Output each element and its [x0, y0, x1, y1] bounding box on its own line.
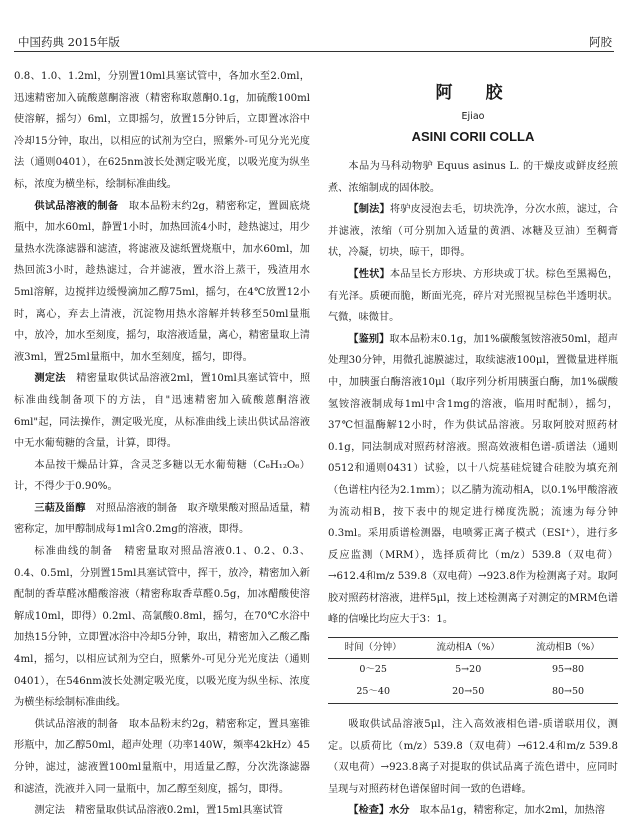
- section-label: 【鉴别】: [348, 332, 390, 345]
- right-paragraph: 本品为马科动物驴 Equus asinus L. 的干燥皮或鲜皮经煎煮、浓缩制成的固体胶。: [328, 161, 618, 194]
- subsection-label: 水分: [389, 804, 410, 817]
- monograph-title-chinese: 阿 胶: [435, 83, 511, 103]
- monograph-title-pinyin: Ejiao: [461, 111, 485, 122]
- section-label: 供试品溶液的制备: [34, 199, 119, 212]
- section-text: 将驴皮浸泡去毛，切块洗净，分次水煎，滤过，合并滤液，浓缩（可分别加入适量的黄酒、冰糖及豆油）至稠膏状，冷凝，切块，晾干，即得。: [328, 204, 619, 259]
- book-title: 中国药典 2015年版: [18, 35, 120, 49]
- section-text: 取本品粉末约2g，精密称定，置具塞锥形瓶中，加乙醇50ml，超声处理（功率140W，频率42kHz）45分钟，滤过，滤液置100ml量瓶中，用适量乙醇，分次洗涤滤器和滤渣，洗液并入同一量瓶中，加乙醇至刻度，摇匀，即得。: [14, 718, 310, 795]
- section-label: 测定法: [34, 372, 66, 385]
- section-text: 对照品溶液的制备 取齐墩果酸对照品适量，精密称定，加甲醇制成每1ml含0.2mg的溶液，即得。: [14, 502, 311, 536]
- section-label: 标准曲线的制备: [34, 546, 114, 558]
- table-row: [328, 659, 618, 682]
- table-header-cell: 流动相A（%）: [418, 638, 518, 659]
- section-text: 取本品粉末约2g，精密称定，置圆底烧瓶中，加水60ml，静置1小时，加热回流4小时，趁热滤过，用少量热水洗涤滤器和滤渣，将滤液及滤纸置烧瓶中，加水60ml，加热回流3小时，趁热滤过，合并滤液，置水浴上蒸干，残渣用水5ml溶解，边搅拌边缓慢滴加乙醇75ml，摇匀，在4℃放置12小时，离心，弃去上清液，沉淀物用热水溶解并转移至50ml量瓶中，放冷，加水至刻度，摇匀，取溶液适量，离心，精密量取上清液3ml，置25ml量瓶中，加水至刻度，摇匀，即得。: [14, 200, 310, 363]
- right-paragraph: 吸取供试品溶液5μl，注入高效液相色谱-质谱联用仪，测定。以质荷比（m/z）539.8（双电荷）→612.4和m/z 539.8（双电荷）→923.8离子对提取的供试品离子流色谱中，应同时呈现与对照药材色谱保留时间一致的色谱峰。: [328, 719, 618, 795]
- section-text: 精密量取对照品溶液0.1、0.2、0.3、0.4、0.5ml，分别置15ml具塞试管中，挥干，放冷，精密加入新配制的香草醛冰醋酸溶液（精密称取香草醛0.5g，加冰醋酸使溶解成10ml，即得）0.2ml、高氯酸0.8ml，摇匀，在70℃水浴中加热15分钟，立即置冰浴中冷却5分钟，取出，精密加入乙酸乙酯4ml，摇匀，以相应试剂为空白，照紫外-可见分光光度法（通则0401），在546nm波长处测定吸光度，以吸光度为纵坐标、浓度为横坐标绘制标准曲线。: [14, 546, 311, 709]
- left-paragraph: [14, 498, 310, 541]
- section-label: 供试品溶液的制备: [34, 718, 119, 730]
- right-paragraph: [328, 264, 618, 329]
- left-paragraph: [14, 541, 310, 714]
- table-row: [328, 681, 618, 704]
- section-label: 【制法】: [348, 203, 390, 216]
- section-text: 精密量取供试品溶液2ml，置10ml具塞试管中，照标准曲线制备项下的方法，自"迅速精密加入硫酸蒽酮溶液6ml"起，同法操作，测定吸光度，从标准曲线上读出供试品溶液中无水葡萄糖的含量，计算，即得。: [14, 373, 311, 450]
- table-header-cell: 时间（分钟）: [328, 638, 418, 659]
- section-label: 【检查】: [348, 804, 390, 817]
- table-cell: 5→20: [455, 664, 482, 676]
- section-label: 测定法: [34, 805, 65, 817]
- left-paragraph: 本品按干燥品计算，含灵芝多糖以无水葡萄糖（C₆H₁₂O₆）计，不得少于0.90%。: [14, 459, 310, 493]
- right-paragraph: [328, 800, 618, 822]
- section-text: 本品呈长方形块、方形块或丁状。棕色至黑褐色，有光泽。质硬而脆，断面光亮，碎片对光照视呈棕色半透明状。气微，味微甘。: [328, 268, 619, 324]
- section-text: 精密量取供试品溶液0.2ml，置15ml具塞试管: [75, 805, 283, 817]
- gradient-table: [328, 637, 618, 704]
- left-paragraph: [14, 800, 310, 822]
- left-paragraph: [14, 714, 310, 800]
- left-paragraph: [14, 196, 310, 369]
- page-header: [14, 32, 614, 52]
- monograph-title-latin: ASINI CORII COLLA: [411, 129, 535, 144]
- section-label: 三萜及甾醇: [34, 501, 86, 514]
- table-cell: 0～25: [359, 664, 387, 676]
- table-cell: 95→80: [551, 664, 585, 676]
- table-header-cell: 流动相B（%）: [518, 638, 618, 659]
- section-text: 取本品1g，精密称定，加水2ml，加热溶: [419, 805, 605, 817]
- right-column: [328, 66, 618, 822]
- table-cell: 20→50: [452, 686, 485, 698]
- table-cell: 80→50: [551, 686, 585, 698]
- running-title: 阿胶: [589, 35, 612, 49]
- right-paragraph: [328, 329, 618, 631]
- left-paragraph: 0.8、1.0、1.2ml，分别置10ml具塞试管中，各加水至2.0ml，迅速精密加入硫酸蒽酮溶液（精密称取蒽酮0.1g，加硫酸100ml使溶解，摇匀）6ml，立即摇匀，放置15分钟后，立即置冰浴中冷却15分钟，取出，以相应的试剂为空白，照紫外-可见分光光度法（通则0401），在625nm波长处测定吸光度，以吸光度为纵坐标，浓度为横坐标，绘制标准曲线。: [14, 71, 310, 190]
- section-text: 取本品粉末0.1g，加1%碳酸氢铵溶液50ml，超声处理30分钟，用微孔滤膜滤过，取续滤液100μl，置微量进样瓶中，加胰蛋白酶溶液10μl（取序列分析用胰蛋白酶，加1%碳酸氢铵溶液制成每1ml中含1mg的溶液，临用时配制），摇匀，37℃恒温酶解12小时，作为供试品溶液。另取阿胶对照药材0.1g，同法制成对照药材溶液。照高效液相色谱-质谱法（通则0512和通则0431）试验，以十八烷基硅烷键合硅胶为填充剂（色谱柱内径为2.1mm）；以乙腈为流动相A，以0.1%甲酸溶液为流动相B，按下表中的规定进行梯度洗脱；流速为每分钟0.3ml。采用质谱检测器，电喷雾正离子模式（ESI⁺），进行多反应监测（MRM），选择质荷比（m/z）539.8（双电荷）→612.4和m/z 539.8（双电荷）→923.8作为检测离子对。取阿胶对照药材溶液，进样5μl，按上述检测离子对测定的MRM色谱峰的信噪比均应大于3：1。: [328, 333, 619, 626]
- left-paragraph: [14, 368, 310, 454]
- left-column: [14, 66, 310, 822]
- section-label: 【性状】: [348, 267, 390, 280]
- table-cell: 25～40: [356, 686, 390, 698]
- table-header-row: [328, 638, 618, 659]
- right-paragraph: [328, 199, 618, 264]
